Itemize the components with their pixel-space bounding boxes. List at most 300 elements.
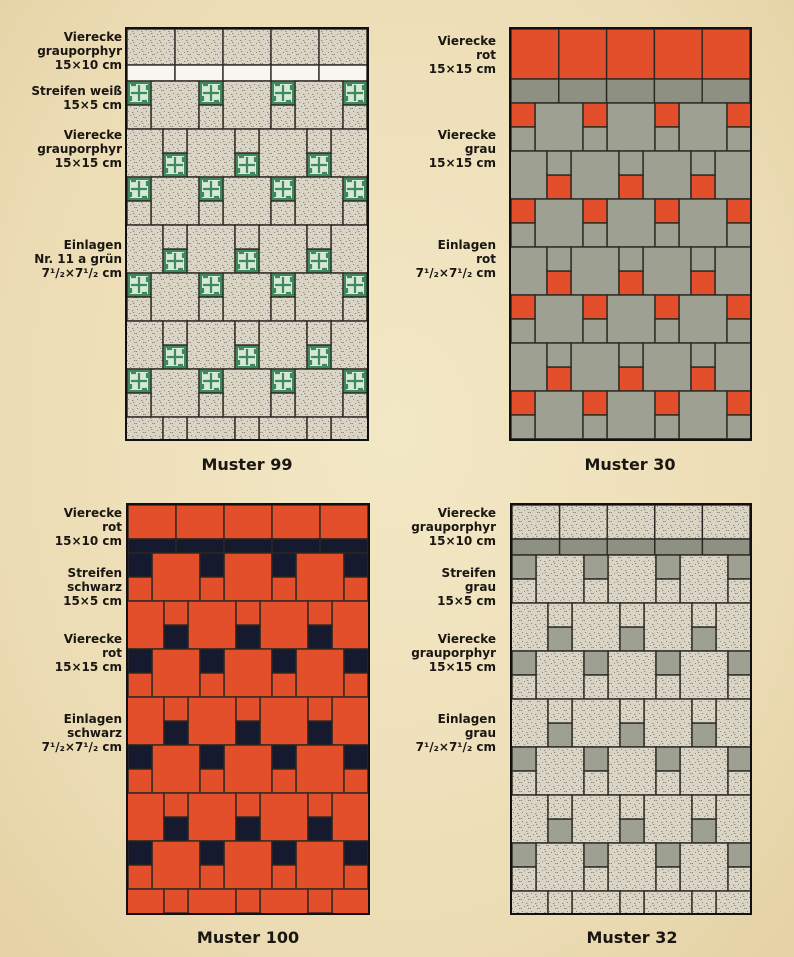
border-tile xyxy=(223,29,271,65)
black-strip-tile xyxy=(320,539,368,553)
square-tile xyxy=(608,843,656,891)
gray-strip-tile xyxy=(607,539,655,555)
inlay-tile xyxy=(272,745,296,769)
filler-tile xyxy=(272,865,296,889)
square-tile xyxy=(128,601,164,649)
label-line: Vierecke xyxy=(63,632,122,646)
square-tile xyxy=(223,369,271,417)
inlay-tile xyxy=(164,625,188,649)
label-32-row-2 xyxy=(437,566,496,608)
inlay-tile xyxy=(511,295,535,319)
label-line: rot xyxy=(102,646,122,660)
square-tile xyxy=(512,891,548,913)
tile-panel-muster-32 xyxy=(510,503,752,915)
caption-muster-99: Muster 99 xyxy=(201,455,293,474)
square-tile xyxy=(260,697,308,745)
green-inlay-tile xyxy=(235,153,259,177)
inlay-tile xyxy=(584,843,608,867)
filler-tile xyxy=(619,151,643,175)
filler-tile xyxy=(727,319,750,343)
white-strip-tile xyxy=(127,65,175,81)
square-tile xyxy=(332,889,368,913)
square-tile xyxy=(128,889,164,913)
green-inlay-tile xyxy=(163,153,187,177)
filler-tile xyxy=(583,415,607,439)
label-line: schwarz xyxy=(67,580,122,594)
inlay-tile xyxy=(727,391,750,415)
green-inlay-tile xyxy=(343,177,367,201)
filler-tile xyxy=(512,867,536,891)
green-inlay-tile xyxy=(127,81,151,105)
square-tile xyxy=(571,247,619,295)
red-border-tile xyxy=(272,505,320,539)
square-tile xyxy=(511,151,547,199)
square-tile xyxy=(152,841,200,889)
green-inlay-tile xyxy=(343,273,367,297)
square-tile xyxy=(331,321,367,369)
square-tile xyxy=(331,129,367,177)
filler-tile xyxy=(584,675,608,699)
filler-tile xyxy=(547,343,571,367)
inlay-tile xyxy=(656,747,680,771)
inlay-tile xyxy=(583,391,607,415)
filler-tile xyxy=(691,151,715,175)
square-tile xyxy=(223,273,271,321)
filler-tile xyxy=(584,579,608,603)
square-tile xyxy=(715,247,750,295)
square-tile xyxy=(224,649,272,697)
border-tile xyxy=(655,505,703,539)
border-tile xyxy=(127,29,175,65)
inlay-tile xyxy=(548,819,572,843)
filler-tile xyxy=(307,225,331,249)
square-tile xyxy=(128,697,164,745)
filler-tile xyxy=(272,673,296,697)
square-tile xyxy=(571,343,619,391)
label-line: grauporphyr xyxy=(411,520,496,534)
filler-tile xyxy=(272,769,296,793)
inlay-tile xyxy=(728,555,750,579)
inlay-tile xyxy=(691,175,715,199)
inlay-tile xyxy=(728,843,750,867)
inlay-tile xyxy=(308,625,332,649)
square-tile xyxy=(608,555,656,603)
square-tile xyxy=(187,225,235,273)
filler-tile xyxy=(343,201,367,225)
gray-strip-tile xyxy=(559,79,607,103)
label-line: 7¹/₂×7¹/₂ cm xyxy=(415,740,496,754)
filler-tile xyxy=(619,247,643,271)
square-tile xyxy=(644,891,692,913)
square-tile xyxy=(187,129,235,177)
filler-tile xyxy=(236,793,260,817)
filler-tile xyxy=(235,417,259,439)
inlay-tile xyxy=(344,745,368,769)
square-tile xyxy=(259,417,307,439)
inlay-tile xyxy=(727,295,750,319)
filler-tile xyxy=(344,769,368,793)
label-line: 15×5 cm xyxy=(437,594,496,608)
filler-tile xyxy=(692,795,716,819)
green-inlay-tile xyxy=(163,249,187,273)
inlay-tile xyxy=(620,819,644,843)
inlay-tile xyxy=(344,553,368,577)
square-tile xyxy=(607,103,655,151)
filler-tile xyxy=(583,319,607,343)
white-strip-tile xyxy=(271,65,319,81)
red-border-tile xyxy=(511,29,559,79)
gray-strip-tile xyxy=(654,79,702,103)
filler-tile xyxy=(200,673,224,697)
filler-tile xyxy=(583,127,607,151)
square-tile xyxy=(715,343,750,391)
filler-tile xyxy=(235,225,259,249)
filler-tile xyxy=(343,393,367,417)
filler-tile xyxy=(163,417,187,439)
white-strip-tile xyxy=(223,65,271,81)
filler-tile xyxy=(236,601,260,625)
filler-tile xyxy=(343,297,367,321)
label-99-row-4 xyxy=(34,238,122,280)
tile-drawing xyxy=(511,29,750,439)
inlay-tile xyxy=(727,103,750,127)
square-tile xyxy=(188,793,236,841)
tile-drawing xyxy=(512,505,750,913)
label-line: Vierecke xyxy=(437,506,496,520)
filler-tile xyxy=(548,795,572,819)
square-tile xyxy=(296,745,344,793)
filler-tile xyxy=(271,297,295,321)
filler-tile xyxy=(128,769,152,793)
filler-tile xyxy=(163,129,187,153)
label-line: 15×5 cm xyxy=(63,594,122,608)
square-tile xyxy=(260,601,308,649)
filler-tile xyxy=(511,319,535,343)
square-tile xyxy=(607,391,655,439)
square-tile xyxy=(127,321,163,369)
green-inlay-tile xyxy=(199,273,223,297)
filler-tile xyxy=(655,127,679,151)
square-tile xyxy=(572,699,620,747)
label-line: 15×15 cm xyxy=(428,156,496,170)
square-tile xyxy=(224,553,272,601)
square-tile xyxy=(224,841,272,889)
square-tile xyxy=(536,747,584,795)
gray-strip-tile xyxy=(560,539,608,555)
filler-tile xyxy=(620,891,644,913)
filler-tile xyxy=(307,129,331,153)
square-tile xyxy=(332,601,368,649)
square-tile xyxy=(295,273,343,321)
filler-tile xyxy=(547,151,571,175)
square-tile xyxy=(535,199,583,247)
square-tile xyxy=(331,225,367,273)
filler-tile xyxy=(308,697,332,721)
filler-tile xyxy=(199,201,223,225)
inlay-tile xyxy=(584,651,608,675)
label-line: grau xyxy=(464,580,496,594)
inlay-tile xyxy=(619,271,643,295)
filler-tile xyxy=(512,579,536,603)
square-tile xyxy=(716,795,750,843)
filler-tile xyxy=(584,771,608,795)
label-line: Vierecke xyxy=(63,506,122,520)
inlay-tile xyxy=(236,817,260,841)
label-line: 7¹/₂×7¹/₂ cm xyxy=(41,266,122,280)
tile-panel-muster-99 xyxy=(125,27,369,441)
square-tile xyxy=(332,697,368,745)
inlay-tile xyxy=(236,625,260,649)
gray-strip-tile xyxy=(655,539,703,555)
square-tile xyxy=(679,295,727,343)
label-line: Streifen xyxy=(441,566,496,580)
border-tile xyxy=(702,505,750,539)
green-inlay-tile xyxy=(199,177,223,201)
inlay-tile xyxy=(547,175,571,199)
filler-tile xyxy=(656,579,680,603)
label-line: Einlagen xyxy=(63,712,122,726)
square-tile xyxy=(332,793,368,841)
filler-tile xyxy=(271,201,295,225)
label-line: grau xyxy=(464,142,496,156)
red-border-tile xyxy=(176,505,224,539)
green-inlay-tile xyxy=(163,345,187,369)
tile-panel-muster-30 xyxy=(509,27,752,441)
filler-tile xyxy=(548,699,572,723)
inlay-tile xyxy=(548,627,572,651)
filler-tile xyxy=(728,771,750,795)
filler-tile xyxy=(199,393,223,417)
inlay-tile xyxy=(164,817,188,841)
label-30-row-1 xyxy=(429,34,496,76)
filler-tile xyxy=(620,603,644,627)
filler-tile xyxy=(655,223,679,247)
inlay-tile xyxy=(308,817,332,841)
label-line: Einlagen xyxy=(63,238,122,252)
label-line: Streifen weiß xyxy=(31,84,122,98)
inlay-tile xyxy=(511,103,535,127)
label-line: grauporphyr xyxy=(411,646,496,660)
filler-tile xyxy=(511,127,535,151)
green-inlay-tile xyxy=(343,81,367,105)
label-line: 7¹/₂×7¹/₂ cm xyxy=(41,740,122,754)
label-99-row-2 xyxy=(31,84,122,112)
inlay-tile xyxy=(656,651,680,675)
filler-tile xyxy=(200,865,224,889)
filler-tile xyxy=(692,603,716,627)
label-99-row-1 xyxy=(37,30,122,72)
green-inlay-tile xyxy=(199,369,223,393)
filler-tile xyxy=(547,247,571,271)
square-tile xyxy=(188,889,236,913)
inlay-tile xyxy=(548,723,572,747)
inlay-tile xyxy=(655,199,679,223)
green-inlay-tile xyxy=(235,345,259,369)
square-tile xyxy=(680,747,728,795)
inlay-tile xyxy=(200,649,224,673)
inlay-tile xyxy=(691,367,715,391)
filler-tile xyxy=(235,321,259,345)
inlay-tile xyxy=(692,819,716,843)
filler-tile xyxy=(727,127,750,151)
square-tile xyxy=(511,247,547,295)
filler-tile xyxy=(199,297,223,321)
filler-tile xyxy=(691,247,715,271)
label-line: rot xyxy=(476,48,496,62)
inlay-tile xyxy=(619,175,643,199)
gray-strip-tile xyxy=(607,79,655,103)
red-border-tile xyxy=(702,29,750,79)
caption-muster-30: Muster 30 xyxy=(584,455,676,474)
filler-tile xyxy=(308,793,332,817)
border-tile xyxy=(512,505,560,539)
label-line: grau xyxy=(464,726,496,740)
red-border-tile xyxy=(128,505,176,539)
black-strip-tile xyxy=(272,539,320,553)
green-inlay-tile xyxy=(127,177,151,201)
label-30-row-2 xyxy=(429,128,496,170)
label-100-row-3 xyxy=(55,632,122,674)
square-tile xyxy=(127,225,163,273)
filler-tile xyxy=(308,601,332,625)
label-line: Vierecke xyxy=(437,128,496,142)
inlay-tile xyxy=(584,747,608,771)
square-tile xyxy=(679,199,727,247)
square-tile xyxy=(511,343,547,391)
filler-tile xyxy=(163,321,187,345)
inlay-tile xyxy=(344,649,368,673)
green-inlay-tile xyxy=(307,249,331,273)
inlay-tile xyxy=(236,721,260,745)
label-line: rot xyxy=(476,252,496,266)
label-30-row-3 xyxy=(416,238,496,280)
border-tile xyxy=(560,505,608,539)
inlay-tile xyxy=(272,649,296,673)
green-inlay-tile xyxy=(199,81,223,105)
filler-tile xyxy=(655,319,679,343)
square-tile xyxy=(128,793,164,841)
filler-tile xyxy=(307,417,331,439)
square-tile xyxy=(643,343,691,391)
gray-strip-tile xyxy=(512,539,560,555)
filler-tile xyxy=(271,105,295,129)
filler-tile xyxy=(272,577,296,601)
red-border-tile xyxy=(654,29,702,79)
label-100-row-4 xyxy=(42,712,122,754)
inlay-tile xyxy=(583,199,607,223)
square-tile xyxy=(572,603,620,651)
filler-tile xyxy=(344,577,368,601)
inlay-tile xyxy=(728,651,750,675)
tile-panel-muster-100 xyxy=(126,503,370,915)
label-line: 7¹/₂×7¹/₂ cm xyxy=(415,266,496,280)
square-tile xyxy=(151,369,199,417)
red-border-tile xyxy=(607,29,655,79)
label-line: grauporphyr xyxy=(37,142,122,156)
label-line: Vierecke xyxy=(437,34,496,48)
inlay-tile xyxy=(128,841,152,865)
filler-tile xyxy=(548,603,572,627)
filler-tile xyxy=(235,129,259,153)
filler-tile xyxy=(308,889,332,913)
label-line: Vierecke xyxy=(63,128,122,142)
square-tile xyxy=(223,81,271,129)
square-tile xyxy=(644,603,692,651)
inlay-tile xyxy=(656,843,680,867)
square-tile xyxy=(680,555,728,603)
square-tile xyxy=(151,177,199,225)
square-tile xyxy=(152,745,200,793)
filler-tile xyxy=(512,675,536,699)
inlay-tile xyxy=(655,295,679,319)
filler-tile xyxy=(728,579,750,603)
caption-muster-100: Muster 100 xyxy=(196,928,300,947)
inlay-tile xyxy=(200,745,224,769)
black-strip-tile xyxy=(128,539,176,553)
filler-tile xyxy=(548,891,572,913)
inlay-tile xyxy=(511,391,535,415)
square-tile xyxy=(607,295,655,343)
square-tile xyxy=(644,699,692,747)
inlay-tile xyxy=(272,841,296,865)
tile-drawing xyxy=(128,505,368,913)
filler-tile xyxy=(200,577,224,601)
label-line: 15×5 cm xyxy=(63,98,122,112)
filler-tile xyxy=(163,225,187,249)
filler-tile xyxy=(656,867,680,891)
green-inlay-tile xyxy=(271,369,295,393)
label-32-row-1 xyxy=(411,506,496,548)
square-tile xyxy=(536,843,584,891)
black-strip-tile xyxy=(224,539,272,553)
filler-tile xyxy=(511,415,535,439)
filler-tile xyxy=(271,393,295,417)
inlay-tile xyxy=(583,103,607,127)
inlay-tile xyxy=(619,367,643,391)
square-tile xyxy=(715,151,750,199)
inlay-tile xyxy=(547,367,571,391)
white-strip-tile xyxy=(319,65,367,81)
filler-tile xyxy=(727,223,750,247)
inlay-tile xyxy=(164,721,188,745)
square-tile xyxy=(679,391,727,439)
caption-muster-32: Muster 32 xyxy=(586,928,678,947)
square-tile xyxy=(224,745,272,793)
label-line: Streifen xyxy=(67,566,122,580)
border-tile xyxy=(319,29,367,65)
white-strip-tile xyxy=(175,65,223,81)
label-line: 15×10 cm xyxy=(54,534,122,548)
square-tile xyxy=(152,553,200,601)
inlay-tile xyxy=(728,747,750,771)
filler-tile xyxy=(692,699,716,723)
square-tile xyxy=(535,391,583,439)
filler-tile xyxy=(344,865,368,889)
filler-tile xyxy=(656,675,680,699)
square-tile xyxy=(259,129,307,177)
square-tile xyxy=(608,651,656,699)
filler-tile xyxy=(127,201,151,225)
square-tile xyxy=(295,177,343,225)
filler-tile xyxy=(692,891,716,913)
inlay-tile xyxy=(547,271,571,295)
label-line: Nr. 11 a grün xyxy=(34,252,122,266)
label-line: Vierecke xyxy=(63,30,122,44)
label-line: Einlagen xyxy=(437,238,496,252)
square-tile xyxy=(151,81,199,129)
square-tile xyxy=(296,649,344,697)
inlay-tile xyxy=(727,199,750,223)
